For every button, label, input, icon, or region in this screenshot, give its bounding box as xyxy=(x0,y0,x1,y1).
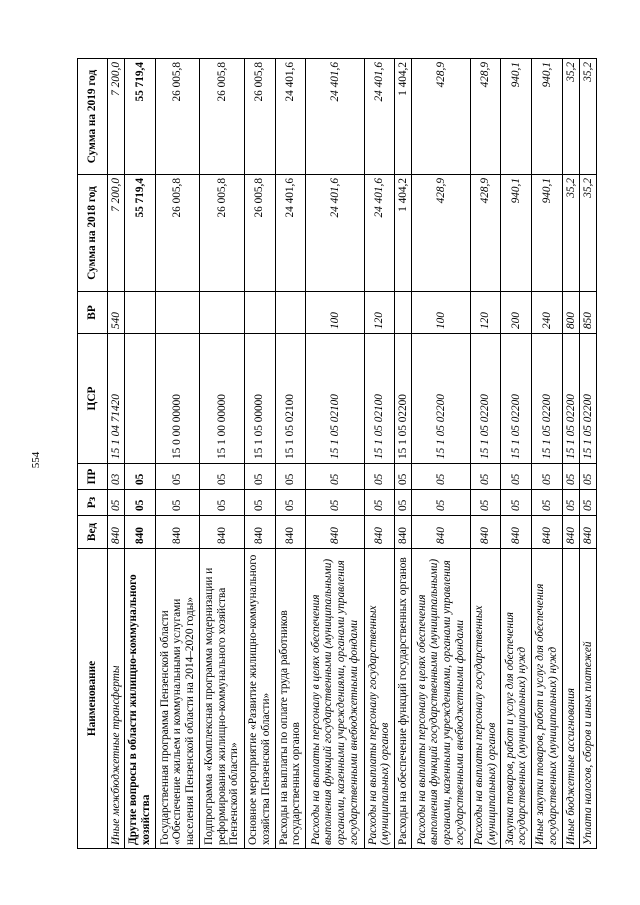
cell-vr xyxy=(275,292,306,334)
cell-rz: 05 xyxy=(562,490,579,516)
cell-ved: 840 xyxy=(108,516,125,549)
cell-name: Другие вопросы в области жилищно-коммунального хозяйства xyxy=(125,549,156,849)
cell-csr: 15 1 05 02200 xyxy=(532,334,563,464)
cell-sum-2018: 428,9 xyxy=(412,175,470,292)
cell-csr: 15 1 04 71420 xyxy=(108,334,125,464)
cell-ved: 840 xyxy=(244,516,275,549)
table-row xyxy=(395,59,412,849)
cell-sum-2018: 24 401,6 xyxy=(306,175,364,292)
cell-pr: 05 xyxy=(275,464,306,490)
cell-sum-2019: 26 005,8 xyxy=(200,59,245,175)
cell-sum-2019: 24 401,6 xyxy=(275,59,306,175)
cell-pr: 05 xyxy=(532,464,563,490)
cell-name: Основное мероприятие «Развитие жилищно-коммунального хозяйства Пензенской области» xyxy=(244,549,275,849)
table-row xyxy=(501,59,532,849)
cell-ved: 840 xyxy=(306,516,364,549)
cell-sum-2018: 35,2 xyxy=(562,175,579,292)
cell-pr: 05 xyxy=(200,464,245,490)
cell-sum-2018: 26 005,8 xyxy=(200,175,245,292)
cell-vr: 120 xyxy=(364,292,395,334)
cell-ved: 840 xyxy=(364,516,395,549)
cell-vr xyxy=(155,292,200,334)
cell-vr: 540 xyxy=(108,292,125,334)
table-row xyxy=(244,59,275,849)
cell-csr: 15 1 05 02200 xyxy=(395,334,412,464)
cell-rz: 05 xyxy=(412,490,470,516)
cell-rz: 05 xyxy=(306,490,364,516)
cell-sum-2019: 35,2 xyxy=(562,59,579,175)
cell-sum-2018: 7 200,0 xyxy=(108,175,125,292)
cell-ved: 840 xyxy=(470,516,501,549)
cell-sum-2019: 940,1 xyxy=(532,59,563,175)
cell-sum-2019: 428,9 xyxy=(470,59,501,175)
cell-name: Расходы на выплаты персоналу в целях обеспечения выполнения функций государственными (муниципальными) органами, казенными учреждениями, органами управления государственными внебюджетными фондами xyxy=(412,549,470,849)
cell-csr: 15 1 05 02200 xyxy=(501,334,532,464)
cell-sum-2018: 1 404,2 xyxy=(395,175,412,292)
table-row xyxy=(562,59,579,849)
cell-csr: 15 1 05 02100 xyxy=(364,334,395,464)
cell-csr: 15 1 05 02100 xyxy=(306,334,364,464)
cell-sum-2019: 26 005,8 xyxy=(155,59,200,175)
cell-ved: 840 xyxy=(412,516,470,549)
cell-name: Расходы на выплаты персоналу государственных (муниципальных) органов xyxy=(470,549,501,849)
cell-pr: 03 xyxy=(108,464,125,490)
cell-vr: 240 xyxy=(532,292,563,334)
cell-pr: 05 xyxy=(125,464,156,490)
cell-ved: 840 xyxy=(125,516,156,549)
cell-name: Подпрограмма «Комплексная программа модернизации и реформирования жилищно-коммунального хозяйства Пензенской области» xyxy=(200,549,245,849)
table-row xyxy=(364,59,395,849)
cell-pr: 05 xyxy=(155,464,200,490)
cell-sum-2018: 940,1 xyxy=(501,175,532,292)
cell-name: Расходы на выплаты персоналу в целях обеспечения выполнения функций государственными (муниципальными) органами, казенными учреждениями, органами управления государственными внебюджетными фондами xyxy=(306,549,364,849)
rotated-table-wrapper xyxy=(77,59,597,849)
page-number: 554 xyxy=(30,451,42,469)
cell-sum-2018: 35,2 xyxy=(579,175,596,292)
cell-vr: 800 xyxy=(562,292,579,334)
table-row xyxy=(275,59,306,849)
cell-csr: 15 1 05 02200 xyxy=(562,334,579,464)
cell-rz: 05 xyxy=(155,490,200,516)
cell-name: Уплата налогов, сборов и иных платежей xyxy=(579,549,596,849)
cell-pr: 05 xyxy=(364,464,395,490)
table-row xyxy=(306,59,364,849)
table-row xyxy=(200,59,245,849)
cell-sum-2018: 26 005,8 xyxy=(155,175,200,292)
table-row xyxy=(579,59,596,849)
cell-ved: 840 xyxy=(532,516,563,549)
cell-csr: 15 1 05 02200 xyxy=(470,334,501,464)
cell-csr: 15 0 00 00000 xyxy=(155,334,200,464)
table-row xyxy=(470,59,501,849)
cell-name: Иные бюджетные ассигнования xyxy=(562,549,579,849)
cell-sum-2018: 26 005,8 xyxy=(244,175,275,292)
cell-pr: 05 xyxy=(306,464,364,490)
cell-sum-2019: 7 200,0 xyxy=(108,59,125,175)
cell-vr xyxy=(395,292,412,334)
cell-name: Расходы на выплаты персоналу государственных (муниципальных) органов xyxy=(364,549,395,849)
cell-name: Расходы на выплаты по оплате труда работников государственных органов xyxy=(275,549,306,849)
cell-pr: 05 xyxy=(470,464,501,490)
cell-rz: 05 xyxy=(125,490,156,516)
cell-rz: 05 xyxy=(200,490,245,516)
cell-csr: 15 1 00 00000 xyxy=(200,334,245,464)
cell-ved: 840 xyxy=(275,516,306,549)
cell-pr: 05 xyxy=(562,464,579,490)
cell-rz: 05 xyxy=(395,490,412,516)
cell-vr: 120 xyxy=(470,292,501,334)
cell-pr: 05 xyxy=(412,464,470,490)
cell-csr: 15 1 05 02100 xyxy=(275,334,306,464)
header-sum-2018: Сумма на 2018 год xyxy=(78,175,108,292)
cell-ved: 840 xyxy=(501,516,532,549)
cell-name: Государственная программа Пензенской области «Обеспечение жильем и коммунальными услугами населения Пензенской области на 2014–2020 годы» xyxy=(155,549,200,849)
table-body xyxy=(108,59,597,849)
cell-sum-2019: 35,2 xyxy=(579,59,596,175)
cell-name: Иные межбюджетные трансферты xyxy=(108,549,125,849)
cell-name: Расходы на обеспечение функций государственных органов xyxy=(395,549,412,849)
cell-name: Закупка товаров, работ и услуг для обеспечения государственных (муниципальных) нужд xyxy=(501,549,532,849)
cell-rz: 05 xyxy=(108,490,125,516)
cell-vr: 850 xyxy=(579,292,596,334)
cell-rz: 05 xyxy=(532,490,563,516)
cell-sum-2019: 1 404,2 xyxy=(395,59,412,175)
cell-pr: 05 xyxy=(244,464,275,490)
cell-vr xyxy=(200,292,245,334)
cell-sum-2018: 24 401,6 xyxy=(275,175,306,292)
table-row xyxy=(125,59,156,849)
cell-pr: 05 xyxy=(395,464,412,490)
cell-rz: 05 xyxy=(501,490,532,516)
cell-vr: 100 xyxy=(306,292,364,334)
cell-sum-2018: 428,9 xyxy=(470,175,501,292)
cell-sum-2018: 24 401,6 xyxy=(364,175,395,292)
cell-pr: 05 xyxy=(501,464,532,490)
header-pr: ПР xyxy=(78,464,108,490)
cell-sum-2019: 55 719,4 xyxy=(125,59,156,175)
cell-name: Иные закупки товаров, работ и услуг для обеспечения государственных (муниципальных) нужд xyxy=(532,549,563,849)
header-rz: Рз xyxy=(78,490,108,516)
cell-csr xyxy=(125,334,156,464)
cell-sum-2019: 24 401,6 xyxy=(306,59,364,175)
cell-ved: 840 xyxy=(562,516,579,549)
cell-rz: 05 xyxy=(470,490,501,516)
header-name: Наименование xyxy=(78,549,108,849)
cell-vr xyxy=(244,292,275,334)
cell-vr: 200 xyxy=(501,292,532,334)
header-csr: ЦСР xyxy=(78,334,108,464)
table-row xyxy=(155,59,200,849)
table-header-row xyxy=(78,59,108,849)
cell-sum-2019: 24 401,6 xyxy=(364,59,395,175)
cell-rz: 05 xyxy=(275,490,306,516)
cell-sum-2018: 940,1 xyxy=(532,175,563,292)
cell-sum-2019: 428,9 xyxy=(412,59,470,175)
cell-pr: 05 xyxy=(579,464,596,490)
cell-sum-2019: 26 005,8 xyxy=(244,59,275,175)
table-row xyxy=(412,59,470,849)
table-row xyxy=(108,59,125,849)
cell-csr: 15 1 05 00000 xyxy=(244,334,275,464)
cell-ved: 840 xyxy=(395,516,412,549)
cell-ved: 840 xyxy=(155,516,200,549)
cell-rz: 05 xyxy=(579,490,596,516)
cell-vr: 100 xyxy=(412,292,470,334)
cell-ved: 840 xyxy=(200,516,245,549)
cell-rz: 05 xyxy=(244,490,275,516)
cell-csr: 15 1 05 02200 xyxy=(412,334,470,464)
cell-sum-2018: 55 719,4 xyxy=(125,175,156,292)
cell-rz: 05 xyxy=(364,490,395,516)
header-sum-2019: Сумма на 2019 год xyxy=(78,59,108,175)
cell-csr: 15 1 05 02200 xyxy=(579,334,596,464)
budget-table xyxy=(77,58,597,849)
header-vr: ВР xyxy=(78,292,108,334)
cell-sum-2019: 940,1 xyxy=(501,59,532,175)
table-row xyxy=(532,59,563,849)
cell-vr xyxy=(125,292,156,334)
cell-ved: 840 xyxy=(579,516,596,549)
header-ved: Вед xyxy=(78,516,108,549)
